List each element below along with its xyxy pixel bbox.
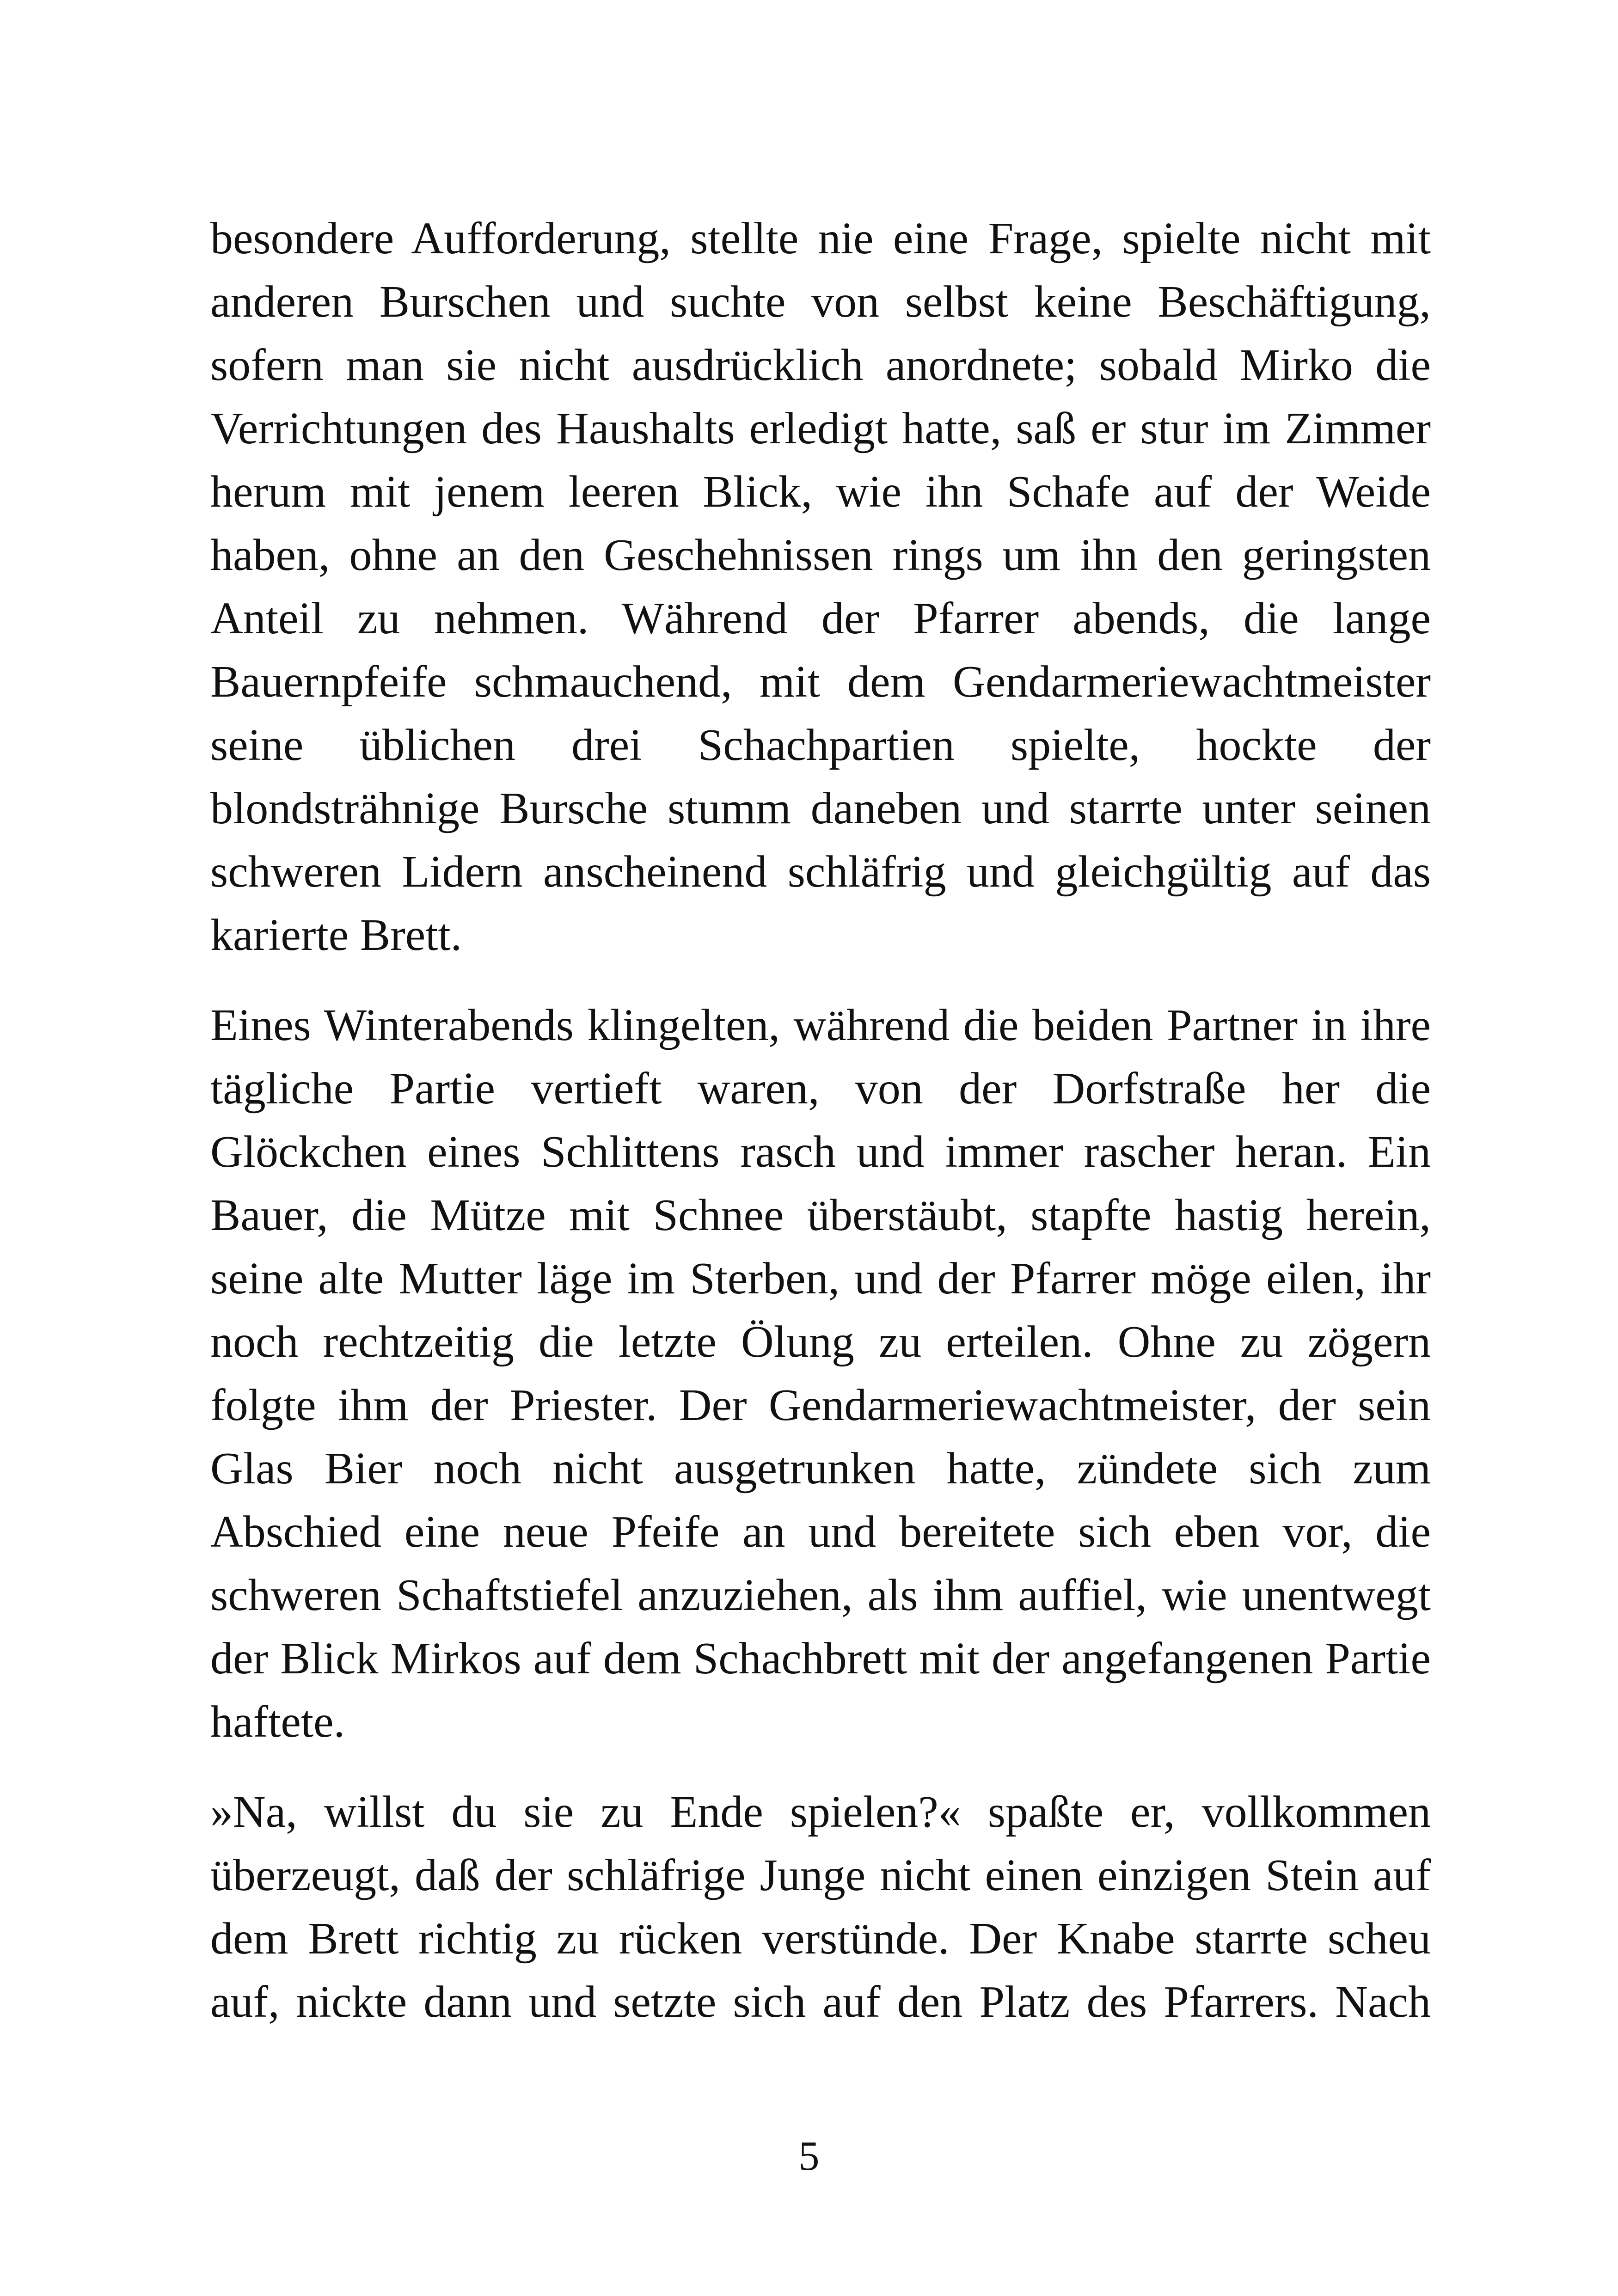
text-line: Glöckchen eines Schlittens rasch und immer rascher heran. Ein bbox=[210, 1127, 1431, 1177]
text-line: auf, nickte dann und setzte sich auf den Platz des Pfarrers. Nach bbox=[210, 1977, 1431, 2027]
text-line: anderen Burschen und suchte von selbst keine Beschäftigung, bbox=[210, 277, 1431, 327]
text-line: haftete. bbox=[210, 1697, 345, 1747]
text-line: Bauer, die Mütze mit Schnee überstäubt, stapfte hastig herein, bbox=[210, 1190, 1431, 1240]
paragraph-3 bbox=[210, 1781, 1431, 2034]
text-line: schweren Lidern anscheinend schläfrig und gleichgültig auf das bbox=[210, 847, 1431, 897]
text-line: besondere Aufforderung, stellte nie eine Frage, spielte nicht mit bbox=[210, 214, 1431, 263]
text-line: Abschied eine neue Pfeife an und bereitete sich eben vor, die bbox=[210, 1507, 1431, 1557]
text-line: Verrichtungen des Haushalts erledigt hatte, saß er stur im Zimmer bbox=[210, 404, 1431, 453]
text-line: Glas Bier noch nicht ausgetrunken hatte, zündete sich zum bbox=[210, 1444, 1431, 1494]
paragraph-spacing bbox=[210, 967, 1431, 994]
text-line: sofern man sie nicht ausdrücklich anordnete; sobald Mirko die bbox=[210, 340, 1431, 390]
text-line: tägliche Partie vertieft waren, von der Dorfstraße her die bbox=[210, 1064, 1431, 1114]
paragraph-2 bbox=[210, 994, 1431, 1754]
text-line: seine üblichen drei Schachpartien spielte, hockte der bbox=[210, 720, 1431, 770]
text-line: überzeugt, daß der schläfrige Junge nicht einen einzigen Stein auf bbox=[210, 1850, 1431, 1900]
text-line: folgte ihm der Priester. Der Gendarmeriewachtmeister, der sein bbox=[210, 1380, 1431, 1430]
text-line: schweren Schaftstiefel anzuziehen, als ihm auffiel, wie unentwegt bbox=[210, 1570, 1431, 1620]
text-line: Bauernpfeife schmauchend, mit dem Gendarmeriewachtmeister bbox=[210, 657, 1431, 707]
text-line: haben, ohne an den Geschehnissen rings um ihn den geringsten bbox=[210, 530, 1431, 580]
page-number: 5 bbox=[798, 2133, 820, 2179]
paragraph-1 bbox=[210, 207, 1431, 967]
text-line: blondsträhnige Bursche stumm daneben und starrte unter seinen bbox=[210, 784, 1431, 833]
text-line: Eines Winterabends klingelten, während die beiden Partner in ihre bbox=[210, 1000, 1431, 1050]
text-line: seine alte Mutter läge im Sterben, und der Pfarrer möge eilen, ihr bbox=[210, 1254, 1431, 1304]
text-line: »Na, willst du sie zu Ende spielen?« spaßte er, vollkommen bbox=[210, 1787, 1431, 1837]
text-line: Anteil zu nehmen. Während der Pfarrer abends, die lange bbox=[210, 594, 1431, 643]
text-line: dem Brett richtig zu rücken verstünde. Der Knabe starrte scheu bbox=[210, 1914, 1431, 1964]
text-line: herum mit jenem leeren Blick, wie ihn Schafe auf der Weide bbox=[210, 467, 1431, 517]
text-line: karierte Brett. bbox=[210, 910, 462, 960]
paragraph-spacing bbox=[210, 1754, 1431, 1781]
text-line: noch rechtzeitig die letzte Ölung zu erteilen. Ohne zu zögern bbox=[210, 1317, 1431, 1367]
body-text bbox=[210, 207, 1431, 2034]
text-line: der Blick Mirkos auf dem Schachbrett mit der angefangenen Partie bbox=[210, 1634, 1431, 1684]
